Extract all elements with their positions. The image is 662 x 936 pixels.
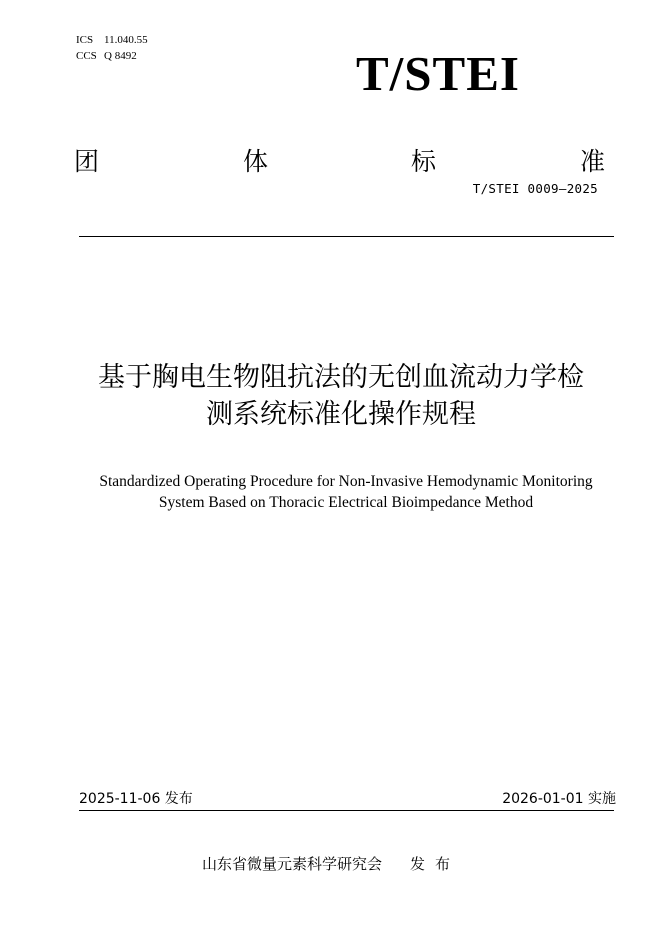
implement-date: 2026-01-01 实施 <box>502 791 616 807</box>
title-cn-line-2: 测系统标准化操作规程 <box>206 399 476 430</box>
category-char-4: 准 <box>580 147 606 176</box>
category-char-1: 团 <box>74 147 100 176</box>
ics-row <box>76 32 148 48</box>
issuer <box>0 853 662 875</box>
category-char-2: 体 <box>243 147 269 176</box>
title-cn-line-1: 基于胸电生物阻抗法的无创血流动力学检 <box>98 362 584 393</box>
title-en-line-1: Standardized Operating Procedure for Non-Invasive Hemodynamic Monitoring <box>99 473 593 490</box>
issuer-name: 山东省微量元素科学研究会 <box>201 855 382 873</box>
top-divider <box>79 236 614 237</box>
category-char-3: 标 <box>411 147 437 176</box>
title-en-line-2: System Based on Thoracic Electrical Bioimpedance Method <box>158 494 534 511</box>
ccs-label: CCS <box>76 50 97 62</box>
bottom-divider <box>79 810 614 811</box>
standard-logo: T/STEI <box>356 46 520 101</box>
classification-codes <box>76 32 148 64</box>
publish-date: 2025-11-06 发布 <box>79 791 193 807</box>
ics-code: 11.040.55 <box>104 34 148 46</box>
document-number: T/STEI 0009—2025 <box>472 181 598 196</box>
ccs-row <box>76 48 148 64</box>
ccs-code: Q 8492 <box>104 50 137 62</box>
ics-label: ICS <box>76 34 94 46</box>
issuer-action: 发布 <box>410 855 461 873</box>
